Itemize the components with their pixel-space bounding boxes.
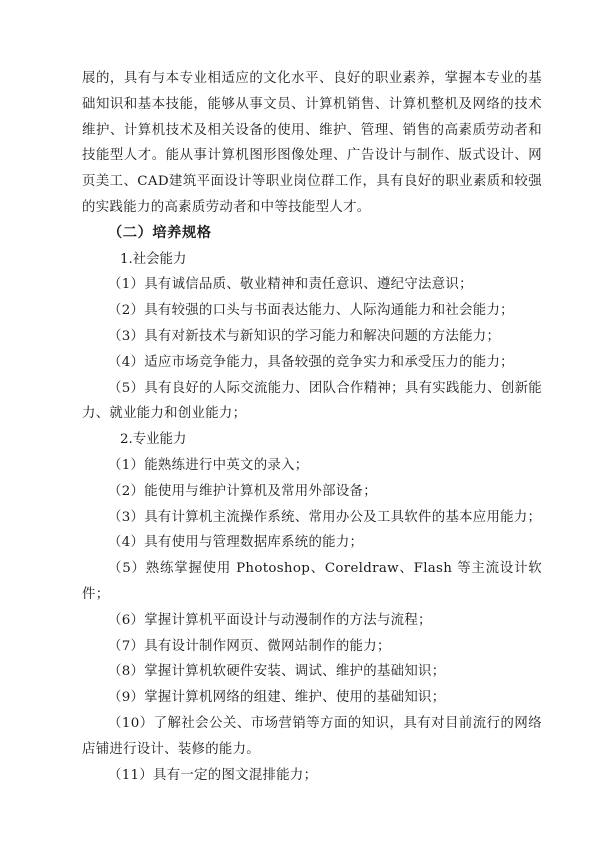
subheading-professional-ability: 2.专业能力: [120, 432, 187, 448]
professional-item-1: （1）能熟练进行中英文的录入；: [108, 457, 309, 473]
professional-item-4: （4）具有使用与管理数据库系统的能力；: [108, 535, 364, 551]
social-item-1: （1）具有诚信品质、敬业精神和责任意识、遵纪守法意识；: [108, 277, 473, 293]
professional-item-7: （7）具有设计制作网页、微网站制作的能力；: [108, 638, 391, 654]
professional-item-2: （2）能使用与维护计算机及常用外部设备；: [108, 483, 377, 499]
professional-item-10: （10）了解社会公关、市场营销等方面的知识，具有对目前流行的网络店铺进行设计、装修的能力。: [82, 715, 542, 757]
social-item-4: （4）适应市场竞争能力，具备较强的竞争实力和承受压力的能力；: [108, 354, 514, 370]
social-item-5: （5）具有良好的人际交流能力、团队合作精神；具有实践能力、创新能力、就业能力和创业能力；: [82, 380, 542, 422]
professional-item-3: （3）具有计算机主流操作系统、常用办公及工具软件的基本应用能力；: [108, 509, 542, 525]
intro-paragraph: 展的，具有与本专业相适应的文化水平、良好的职业素养，掌握本专业的基础知识和基本技能，能够从事文员、计算机销售、计算机整机及网络的技术维护、计算机技术及相关设备的使用、维护、管理、销售的高素质劳动者和技能型人才。能从事计算机图形图像处理、广告设计与制作、版式设计、网页美工、CAD建筑平面设计等职业岗位群工作，具有良好的职业素质和较强的实践能力的高素质劳动者和中等技能型人才。: [82, 71, 542, 215]
professional-item-6: （6）掌握计算机平面设计与动漫制作的方法与流程；: [108, 612, 432, 628]
professional-item-8: （8）掌握计算机软硬件安装、调试、维护的基础知识；: [108, 664, 446, 680]
professional-item-11: （11）具有一定的图文混排能力；: [108, 767, 318, 783]
subheading-social-ability: 1.社会能力: [120, 251, 187, 267]
professional-item-5: （5）熟练掌握使用 Photoshop、Coreldraw、Flash 等主流设计软件；: [82, 561, 542, 602]
professional-item-9: （9）掌握计算机网络的组建、维护、使用的基础知识；: [108, 690, 446, 706]
social-item-2: （2）具有较强的口头与书面表达能力、人际沟通能力和社会能力；: [108, 303, 514, 319]
document-page: [82, 66, 542, 788]
section-heading-training-spec: （二）培养规格: [108, 224, 212, 241]
social-item-3: （3）具有对新技术与新知识的学习能力和解决问题的方法能力；: [108, 328, 501, 344]
